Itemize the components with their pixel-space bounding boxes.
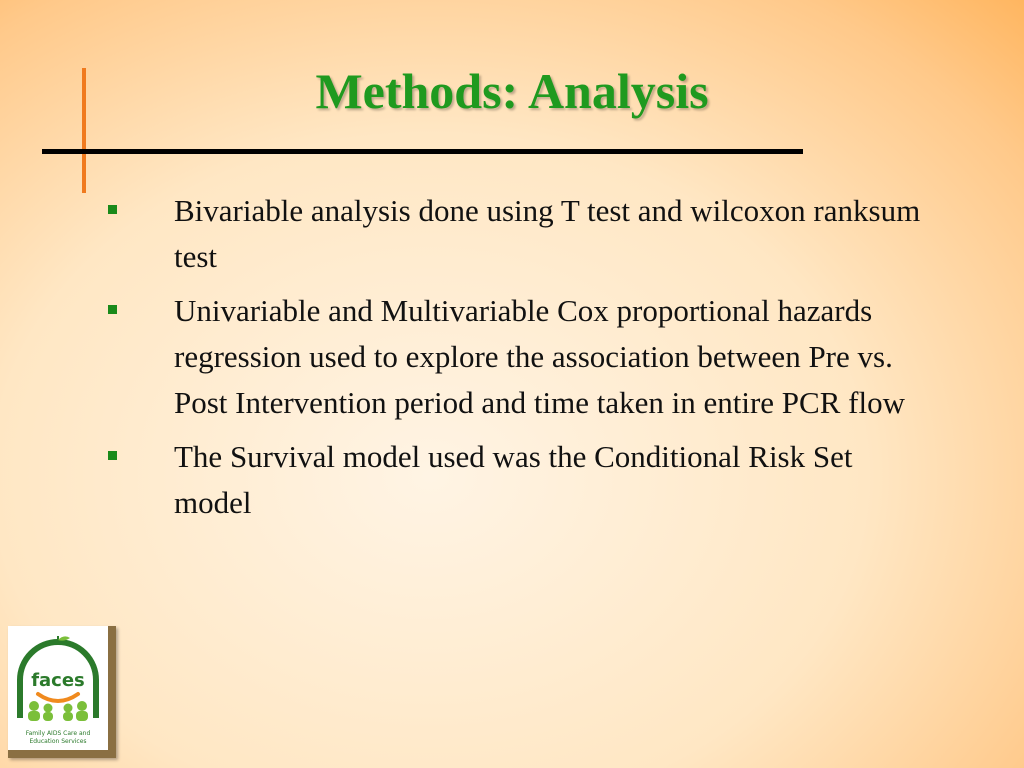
- bullet-item: [100, 188, 930, 280]
- slide-title: Methods: Analysis: [315, 63, 709, 119]
- bullet-item: [100, 434, 930, 526]
- bullet-text: The Survival model used was the Conditional Risk Set model: [174, 439, 853, 520]
- bullet-list: [100, 188, 930, 534]
- bullet-item: [100, 288, 930, 426]
- logo-word: faces: [31, 670, 85, 691]
- square-bullet-icon: [108, 305, 117, 314]
- logo-tagline-line: Family AIDS Care and: [25, 730, 91, 737]
- logo-frame: [8, 626, 116, 758]
- faces-logo: [8, 626, 108, 750]
- bullet-text: Univariable and Multivariable Cox proportional hazards regression used to explore the association between Pre vs. Post Intervention period and time taken in entire PCR flow: [174, 293, 905, 420]
- square-bullet-icon: [108, 205, 117, 214]
- title-underline: [42, 149, 803, 154]
- faces-logo-icon: [14, 634, 102, 730]
- logo-tagline-line: Education Services: [29, 738, 87, 745]
- logo-tagline: [8, 730, 108, 746]
- bullet-text: Bivariable analysis done using T test and wilcoxon ranksum test: [174, 193, 921, 274]
- square-bullet-icon: [108, 451, 117, 460]
